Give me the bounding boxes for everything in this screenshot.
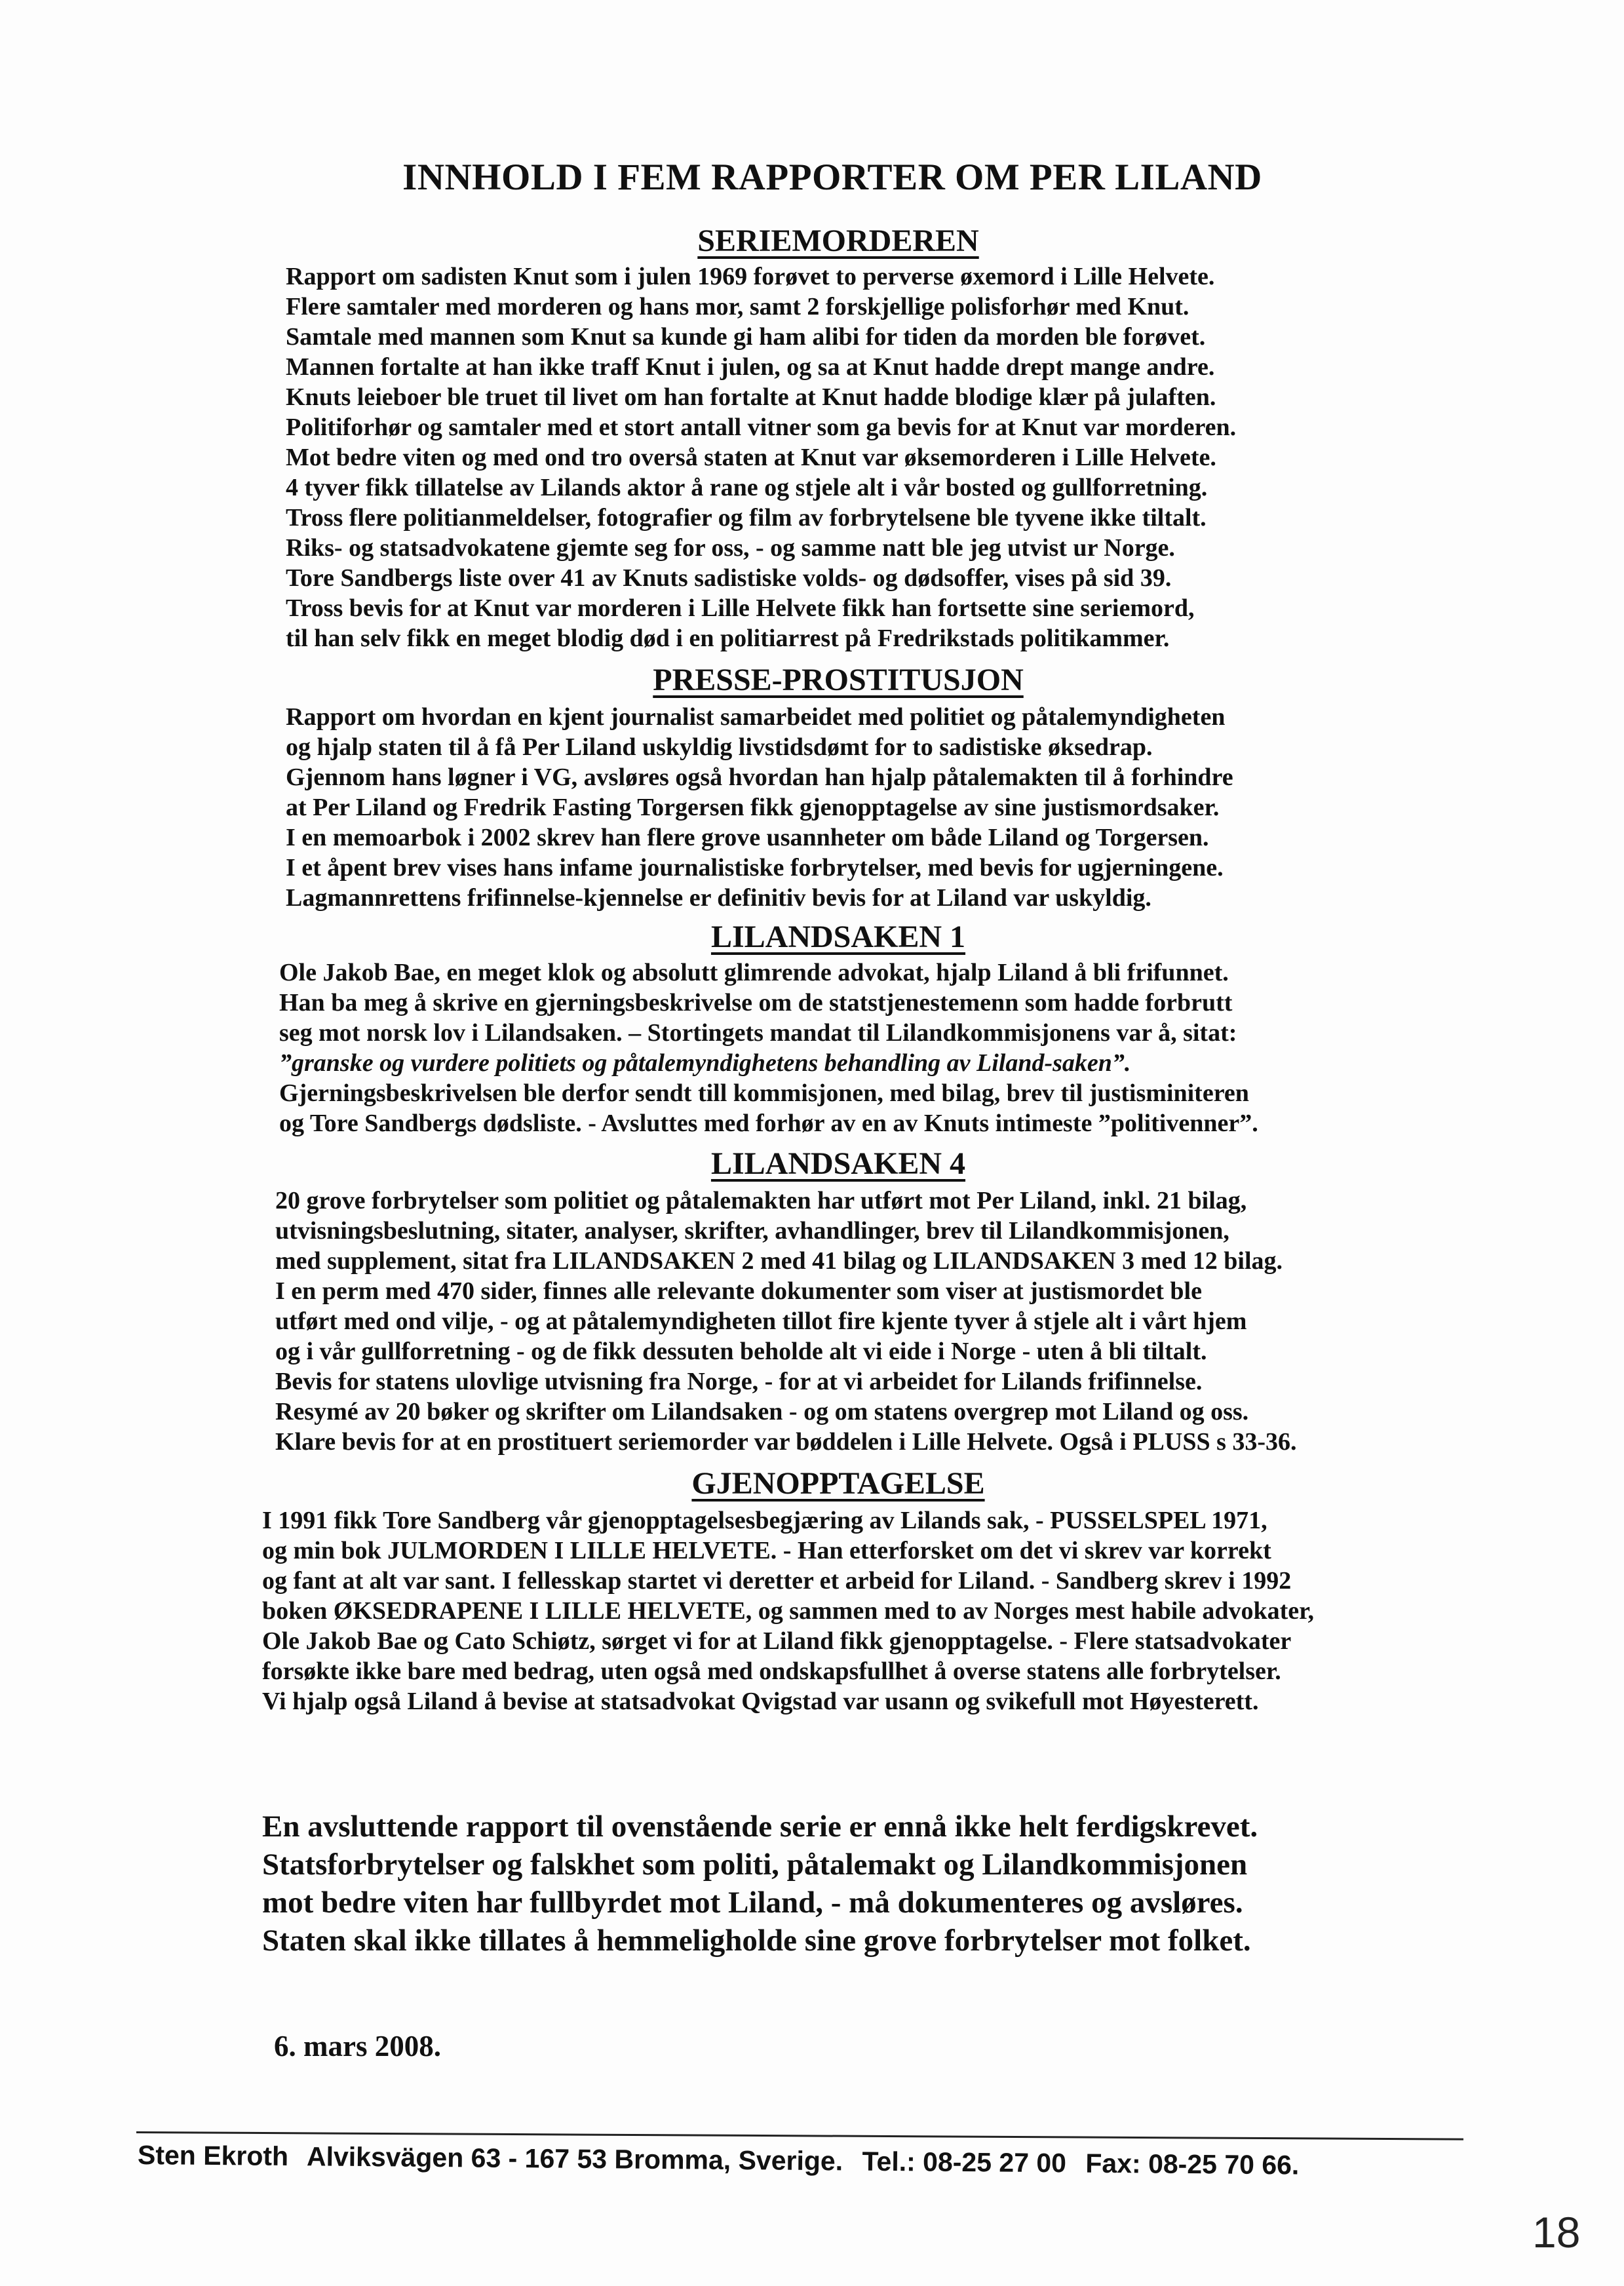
section-line: og i vår gullforretning - og de fikk dessuten beholde alt vi eide i Norge - uten å bli tiltalt. — [275, 1338, 1207, 1365]
section-line: og hjalp staten til å få Per Liland uskyldig livstidsdømt for to sadistiske øksedrap. — [286, 733, 1153, 761]
section-line: Vi hjalp også Liland å bevise at statsadvokat Qvigstad var usann og svikefull mot Høyesterett. — [262, 1688, 1259, 1715]
section-heading-gjenopptagelse: GJENOPPTAGELSE — [691, 1466, 985, 1501]
section-line: Klare bevis for at en prostituert seriemorder var bøddelen i Lille Helvete. Også i PLUSS s 33-36. — [275, 1428, 1297, 1456]
page-number: 18 — [1532, 2208, 1581, 2257]
section-line: I et åpent brev vises hans infame journalistiske forbrytelser, med bevis for ugjerningene. — [286, 854, 1224, 881]
section-line: Ole Jakob Bae og Cato Schiøtz, sørget vi for at Liland fikk gjenopptagelse. - Flere statsadvokater — [262, 1627, 1292, 1655]
section-line: 20 grove forbrytelser som politiet og påtalemakten har utført mot Per Liland, inkl. 21 bilag, — [275, 1187, 1247, 1214]
section-heading-lilandsaken-4: LILANDSAKEN 4 — [710, 1146, 966, 1181]
section-line: boken ØKSEDRAPENE I LILLE HELVETE, og sammen med to av Norges mest habile advokater, — [262, 1597, 1314, 1625]
section-line: til han selv fikk en meget blodig død i en politiarrest på Fredrikstads politikammer. — [286, 625, 1170, 652]
section-line: Flere samtaler med morderen og hans mor, samt 2 forskjellige polisforhør med Knut. — [286, 293, 1189, 320]
section-line: Knuts leieboer ble truet til livet om han fortalte at Knut hadde blodige klær på julaften. — [286, 383, 1216, 411]
section-line: og min bok JULMORDEN I LILLE HELVETE. - Han etterforsket om det vi skrev var korrekt — [262, 1537, 1271, 1564]
section-line: Politiforhør og samtaler med et stort antall vitner som ga bevis for at Knut var morderen. — [286, 414, 1237, 441]
closing-line: mot bedre viten har fullbyrdet mot Liland, - må dokumenteres og avsløres. — [262, 1886, 1243, 1920]
page-title: INNHOLD I FEM RAPPORTER OM PER LILAND — [402, 157, 1262, 198]
document-date: 6. mars 2008. — [274, 2030, 441, 2063]
section-line: og fant at alt var sant. I fellesskap startet vi deretter et arbeid for Liland. - Sandberg skrev i 1992 — [262, 1567, 1292, 1595]
closing-line: Staten skal ikke tillates å hemmeligholde sine grove forbrytelser mot folket. — [262, 1924, 1251, 1958]
footer-contact — [138, 2140, 1311, 2181]
section-line: I en memoarbok i 2002 skrev han flere grove usannheter om både Liland og Torgersen. — [286, 824, 1209, 851]
section-line: forsøkte ikke bare med bedrag, uten også med ondskapsfullhet å overse statens alle forbrytelser. — [262, 1657, 1281, 1685]
section-line: Mot bedre viten og med ond tro overså staten at Knut var øksemorderen i Lille Helvete. — [286, 444, 1216, 471]
section-line: Resymé av 20 bøker og skrifter om Lilandsaken - og om statens overgrep mot Liland og oss. — [275, 1398, 1249, 1425]
section-line: Rapport om sadisten Knut som i julen 1969 forøvet to perverse øxemord i Lille Helvete. — [286, 263, 1215, 290]
section-line: I en perm med 470 sider, finnes alle relevante dokumenter som viser at justismordet ble — [275, 1277, 1202, 1305]
section-line: Tore Sandbergs liste over 41 av Knuts sadistiske volds- og dødsoffer, vises på sid 39. — [286, 564, 1172, 592]
section-heading-presse-prostitusjon: PRESSE-PROSTITUSJON — [653, 663, 1024, 697]
section-line: Gjennom hans løgner i VG, avsløres også hvordan han hjalp påtalemakten til å forhindre — [286, 764, 1233, 791]
closing-line: Statsforbrytelser og falskhet som politi, påtalemakt og Lilandkommisjonen — [262, 1848, 1248, 1882]
section-line: Lagmannrettens frifinnelse-kjennelse er definitiv bevis for at Liland var uskyldig. — [286, 884, 1151, 912]
section-line: Han ba meg å skrive en gjerningsbeskrivelse om de statstjenestemenn som hadde forbrutt — [279, 989, 1233, 1017]
footer-address: Alviksvägen 63 - 167 53 Bromma, Sverige. — [306, 2141, 843, 2177]
footer-tel: Tel.: 08-25 27 00 — [862, 2146, 1067, 2179]
section-line: og Tore Sandbergs dødsliste. - Avsluttes med forhør av en av Knuts intimeste ”politivenner”. — [279, 1110, 1258, 1137]
section-line: Tross bevis for at Knut var morderen i Lille Helvete fikk han fortsette sine seriemord, — [286, 594, 1195, 622]
section-line: Samtale med mannen som Knut sa kunde gi ham alibi for tiden da morden ble forøvet. — [286, 323, 1206, 351]
section-line: utvisningsbeslutning, sitater, analyser, skrifter, avhandlinger, brev til Lilandkommisjonen, — [275, 1217, 1229, 1245]
section-heading-seriemorderen: SERIEMORDEREN — [697, 223, 979, 258]
footer-name: Sten Ekroth — [137, 2140, 289, 2172]
section-heading-lilandsaken-1: LILANDSAKEN 1 — [710, 920, 966, 954]
section-line: seg mot norsk lov i Lilandsaken. – Stortingets mandat til Lilandkommisjonens var å, sitat: — [279, 1019, 1237, 1047]
section-line: Tross flere politianmeldelser, fotografier og film av forbrytelsene ble tyvene ikke tiltalt. — [286, 504, 1207, 532]
footer-divider — [136, 2131, 1463, 2141]
section-line: Mannen fortalte at han ikke traff Knut i julen, og sa at Knut hadde drept mange andre. — [286, 353, 1215, 381]
section-line: I 1991 fikk Tore Sandberg vår gjenopptagelsesbegjæring av Lilands sak, - PUSSELSPEL 1971, — [262, 1507, 1267, 1534]
section-line: at Per Liland og Fredrik Fasting Torgersen fikk gjenopptagelse av sine justismordsaker. — [286, 794, 1220, 821]
section-line-quote: ”granske og vurdere politiets og påtalemyndighetens behandling av Liland-saken”. — [279, 1049, 1131, 1077]
section-line: Rapport om hvordan en kjent journalist samarbeidet med politiet og påtalemyndigheten — [286, 703, 1226, 731]
closing-line: En avsluttende rapport til ovenstående serie er ennå ikke helt ferdigskrevet. — [262, 1810, 1258, 1844]
section-line: Gjerningsbeskrivelsen ble derfor sendt till kommisjonen, med bilag, brev til justisminiteren — [279, 1079, 1249, 1107]
section-line: utført med ond vilje, - og at påtalemyndigheten tillot fire kjente tyver å stjele alt i vårt hjem — [275, 1308, 1247, 1335]
section-line: Riks- og statsadvokatene gjemte seg for oss, - og samme natt ble jeg utvist ur Norge. — [286, 534, 1175, 562]
section-line: Bevis for statens ulovlige utvisning fra Norge, - for at vi arbeidet for Lilands frifinnelse. — [275, 1368, 1203, 1395]
section-line: Ole Jakob Bae, en meget klok og absolutt glimrende advokat, hjalp Liland å bli frifunnet. — [279, 959, 1229, 986]
footer-fax: Fax: 08-25 70 66. — [1085, 2148, 1300, 2180]
section-line: 4 tyver fikk tillatelse av Lilands aktor å rane og stjele alt i vår bosted og gullforretning. — [286, 474, 1208, 501]
section-line: med supplement, sitat fra LILANDSAKEN 2 med 41 bilag og LILANDSAKEN 3 med 12 bilag. — [275, 1247, 1283, 1275]
